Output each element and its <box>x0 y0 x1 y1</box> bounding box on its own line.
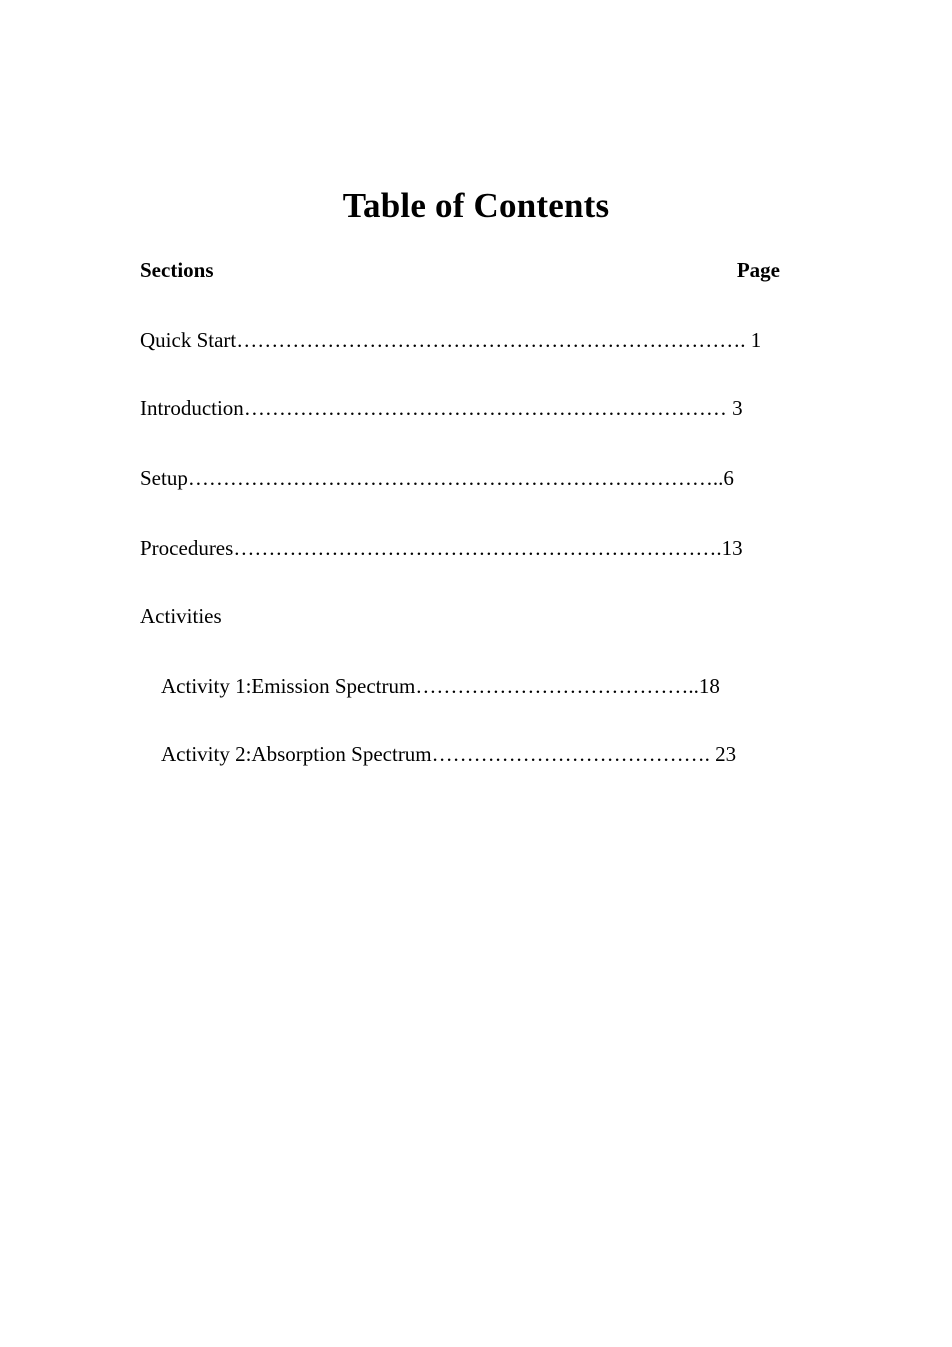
page-column-header: Page <box>736 258 780 282</box>
toc-entry-label: Introduction <box>140 396 244 420</box>
toc-entry-introduction <box>140 395 743 421</box>
toc-entry-leader: ………………………………….. <box>415 674 699 698</box>
toc-entry-label: Procedures <box>140 536 234 560</box>
toc-entry-procedures <box>140 535 743 561</box>
toc-entry-page: 18 <box>698 674 720 698</box>
toc-entry-activity-1 <box>161 673 720 699</box>
toc-entry-page: 6 <box>723 466 734 490</box>
toc-entry-label: Activity 1:Emission Spectrum <box>161 674 416 698</box>
toc-entry-page: 23 <box>709 742 737 766</box>
toc-entry-leader: …………………………………. <box>431 742 710 766</box>
toc-entry-page: 13 <box>721 536 743 560</box>
toc-entry-label: Quick Start <box>140 328 237 352</box>
sections-column-header: Sections <box>140 258 214 282</box>
toc-entry-activity-2 <box>161 741 736 767</box>
toc-entry-leader: ………………………………………………………………. <box>236 328 746 352</box>
toc-entry-page: 1 <box>745 328 762 352</box>
page-title: Table of Contents <box>342 186 610 225</box>
toc-entry-activities <box>140 603 222 629</box>
toc-entry-quick-start <box>140 327 761 353</box>
toc-entry-page: 3 <box>726 396 743 420</box>
toc-entry-label: Setup <box>140 466 188 490</box>
toc-entry-label: Activities <box>140 604 222 628</box>
toc-entry-setup <box>140 465 734 491</box>
toc-entry-leader: ………………………………………………………………….. <box>187 466 724 490</box>
toc-entry-leader: ……………………………………………………………. <box>233 536 722 560</box>
toc-entry-label: Activity 2:Absorption Spectrum <box>161 742 432 766</box>
toc-entry-leader: …………………………………………………………… <box>243 396 727 420</box>
